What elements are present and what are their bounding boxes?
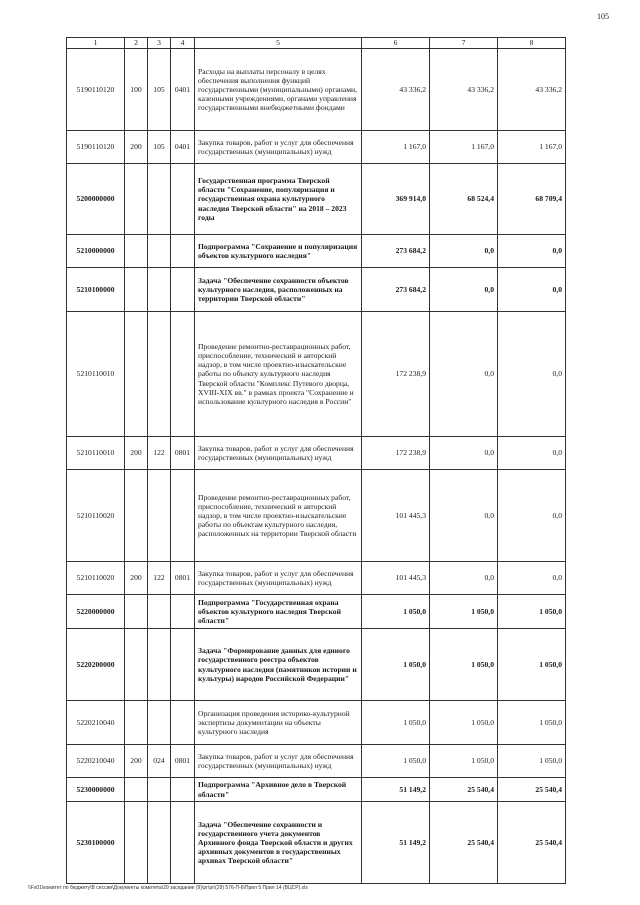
amount-2023-cell: 25 540,4 [498,802,566,884]
target-code-cell: 5190110120 [67,49,125,131]
table-row [67,268,566,312]
expense-type-cell [125,268,148,312]
amount-2021-cell: 51 149,2 [362,802,430,884]
table-row [67,802,566,884]
target-code-cell: 5220210040 [67,745,125,778]
amount-2023-cell: 1 167,0 [498,131,566,164]
expense-type-cell [125,235,148,268]
amount-2021-cell: 369 914,0 [362,164,430,235]
amount-2022-cell: 68 524,4 [430,164,498,235]
description-cell: Закупка товаров, работ и услуг для обеспечения государственных (муниципальных) нужд [195,562,362,595]
description-cell: Подпрограмма "Архивное дело в Тверской области" [195,778,362,802]
amount-2021-cell: 43 336,2 [362,49,430,131]
description-cell: Закупка товаров, работ и услуг для обеспечения государственных (муниципальных) нужд [195,131,362,164]
amount-2022-cell: 25 540,4 [430,778,498,802]
department-cell [148,268,171,312]
amount-2023-cell: 0,0 [498,562,566,595]
header-col-7: 7 [430,38,498,49]
description-cell: Расходы на выплаты персоналу в целях обеспечения выполнения функций государственными (муниципальными) органами, казенными учреждениями, органами управления государственными внебюджетными фондами [195,49,362,131]
description-cell: Задача "Обеспечение сохранности объектов культурного наследия, расположенных на территории Тверской области" [195,268,362,312]
table-row [67,778,566,802]
amount-2022-cell: 0,0 [430,437,498,470]
expense-type-cell: 100 [125,49,148,131]
target-code-cell: 5230000000 [67,778,125,802]
amount-2023-cell: 68 709,4 [498,164,566,235]
department-cell: 105 [148,131,171,164]
budget-table [66,37,566,884]
amount-2023-cell: 0,0 [498,312,566,437]
table-row [67,470,566,562]
amount-2022-cell: 1 050,0 [430,629,498,701]
department-cell [148,235,171,268]
section-cell [171,701,195,745]
department-cell: 024 [148,745,171,778]
department-cell: 122 [148,562,171,595]
table-row [67,312,566,437]
amount-2023-cell: 1 050,0 [498,745,566,778]
expense-type-cell [125,470,148,562]
amount-2023-cell: 0,0 [498,470,566,562]
amount-2021-cell: 1 050,0 [362,629,430,701]
amount-2021-cell: 172 238,9 [362,312,430,437]
target-code-cell: 5220210040 [67,701,125,745]
section-cell [171,164,195,235]
amount-2021-cell: 273 684,2 [362,235,430,268]
table-row [67,629,566,701]
amount-2021-cell: 1 167,0 [362,131,430,164]
expense-type-cell [125,629,148,701]
section-cell [171,595,195,629]
expense-type-cell [125,164,148,235]
department-cell [148,470,171,562]
amount-2021-cell: 51 149,2 [362,778,430,802]
amount-2022-cell: 1 167,0 [430,131,498,164]
amount-2023-cell: 0,0 [498,437,566,470]
section-cell [171,312,195,437]
amount-2022-cell: 0,0 [430,562,498,595]
department-cell [148,164,171,235]
department-cell [148,802,171,884]
amount-2023-cell: 0,0 [498,268,566,312]
target-code-cell: 5210110010 [67,312,125,437]
target-code-cell: 5220000000 [67,595,125,629]
section-cell [171,629,195,701]
table-row [67,701,566,745]
section-cell: 0801 [171,745,195,778]
section-cell [171,802,195,884]
amount-2023-cell: 25 540,4 [498,778,566,802]
amount-2022-cell: 1 050,0 [430,745,498,778]
section-cell [171,235,195,268]
amount-2022-cell: 1 050,0 [430,701,498,745]
department-cell [148,629,171,701]
amount-2021-cell: 1 050,0 [362,701,430,745]
amount-2023-cell: 0,0 [498,235,566,268]
amount-2022-cell: 25 540,4 [430,802,498,884]
table-row [67,164,566,235]
description-cell: Подпрограмма "Государственная охрана объектов культурного наследия Тверской области" [195,595,362,629]
header-row [67,38,566,49]
expense-type-cell [125,595,148,629]
description-cell: Проведение ремонтно-реставрационных работ, приспособление, технический и авторский надзор, в том числе проектно-изыскательские работы по объекту культурного наследия Тверской области "Комплекс Путевого дворца, XVIII-XIX вв." в рамках проекта "Сохранение и использование культурного наследия в России" [195,312,362,437]
amount-2021-cell: 172 238,9 [362,437,430,470]
target-code-cell: 5230100000 [67,802,125,884]
department-cell [148,778,171,802]
target-code-cell: 5210110020 [67,470,125,562]
description-cell: Задача "Обеспечение сохранности и государственного учета документов Архивного фонда Тверской области и других архивных документов в государственных архивах Тверской области" [195,802,362,884]
header-col-8: 8 [498,38,566,49]
section-cell: 0401 [171,131,195,164]
table-row [67,49,566,131]
target-code-cell: 5210110010 [67,437,125,470]
amount-2022-cell: 0,0 [430,470,498,562]
header-col-1: 1 [67,38,125,49]
amount-2022-cell: 0,0 [430,235,498,268]
amount-2022-cell: 0,0 [430,312,498,437]
section-cell: 0801 [171,562,195,595]
amount-2023-cell: 1 050,0 [498,701,566,745]
description-cell: Проведение ремонтно-реставрационных работ, приспособление, технический и авторский надзор, в том числе проектно-изыскательские работы по объектам культурного наследия, расположенных на территории Тверской области [195,470,362,562]
amount-2022-cell: 0,0 [430,268,498,312]
description-cell: Задача "Формирование данных для единого государственного реестра объектов культурного наследия (памятников истории и культуры) народов Российской Федерации" [195,629,362,701]
section-cell [171,470,195,562]
expense-type-cell: 200 [125,131,148,164]
expense-type-cell: 200 [125,745,148,778]
department-cell: 105 [148,49,171,131]
header-col-3: 3 [148,38,171,49]
expense-type-cell: 200 [125,437,148,470]
expense-type-cell [125,802,148,884]
section-cell [171,268,195,312]
table-row [67,745,566,778]
table-row [67,595,566,629]
page-number: 105 [597,12,609,21]
department-cell [148,312,171,437]
expense-type-cell [125,778,148,802]
header-col-4: 4 [171,38,195,49]
amount-2023-cell: 1 050,0 [498,629,566,701]
table-row [67,437,566,470]
amount-2021-cell: 101 445,3 [362,470,430,562]
header-col-2: 2 [125,38,148,49]
amount-2022-cell: 1 050,0 [430,595,498,629]
amount-2021-cell: 1 050,0 [362,745,430,778]
department-cell [148,701,171,745]
description-cell: Закупка товаров, работ и услуг для обеспечения государственных (муниципальных) нужд [195,745,362,778]
amount-2022-cell: 43 336,2 [430,49,498,131]
description-cell: Государственная программа Тверской области "Сохранение, популяризация и государственная охрана культурного наследия Тверской области" на 2018 – 2023 годы [195,164,362,235]
amount-2023-cell: 43 336,2 [498,49,566,131]
amount-2023-cell: 1 050,0 [498,595,566,629]
expense-type-cell [125,701,148,745]
table-row [67,562,566,595]
target-code-cell: 5210000000 [67,235,125,268]
table-row [67,235,566,268]
footer-file-path: \\Fs01\комитет по бюджету\В сессии\Документы комитета\29 заседание (9)\рг\pr\(29) 576-П-6\Прил 5 Прил 14 (ВЦСР).xls [28,885,308,891]
table-row [67,131,566,164]
description-cell: Организация проведения историко-культурной экспертизы документации на объекты культурного наследия [195,701,362,745]
header-col-6: 6 [362,38,430,49]
amount-2021-cell: 101 445,3 [362,562,430,595]
section-cell: 0801 [171,437,195,470]
target-code-cell: 5210110020 [67,562,125,595]
description-cell: Подпрограмма "Сохранение и популяризация объектов культурного наследия" [195,235,362,268]
target-code-cell: 5190110120 [67,131,125,164]
target-code-cell: 5210100000 [67,268,125,312]
department-cell: 122 [148,437,171,470]
expense-type-cell [125,312,148,437]
target-code-cell: 5200000000 [67,164,125,235]
description-cell: Закупка товаров, работ и услуг для обеспечения государственных (муниципальных) нужд [195,437,362,470]
amount-2021-cell: 1 050,0 [362,595,430,629]
header-col-5: 5 [195,38,362,49]
target-code-cell: 5220200000 [67,629,125,701]
amount-2021-cell: 273 684,2 [362,268,430,312]
department-cell [148,595,171,629]
expense-type-cell: 200 [125,562,148,595]
section-cell [171,778,195,802]
section-cell: 0401 [171,49,195,131]
